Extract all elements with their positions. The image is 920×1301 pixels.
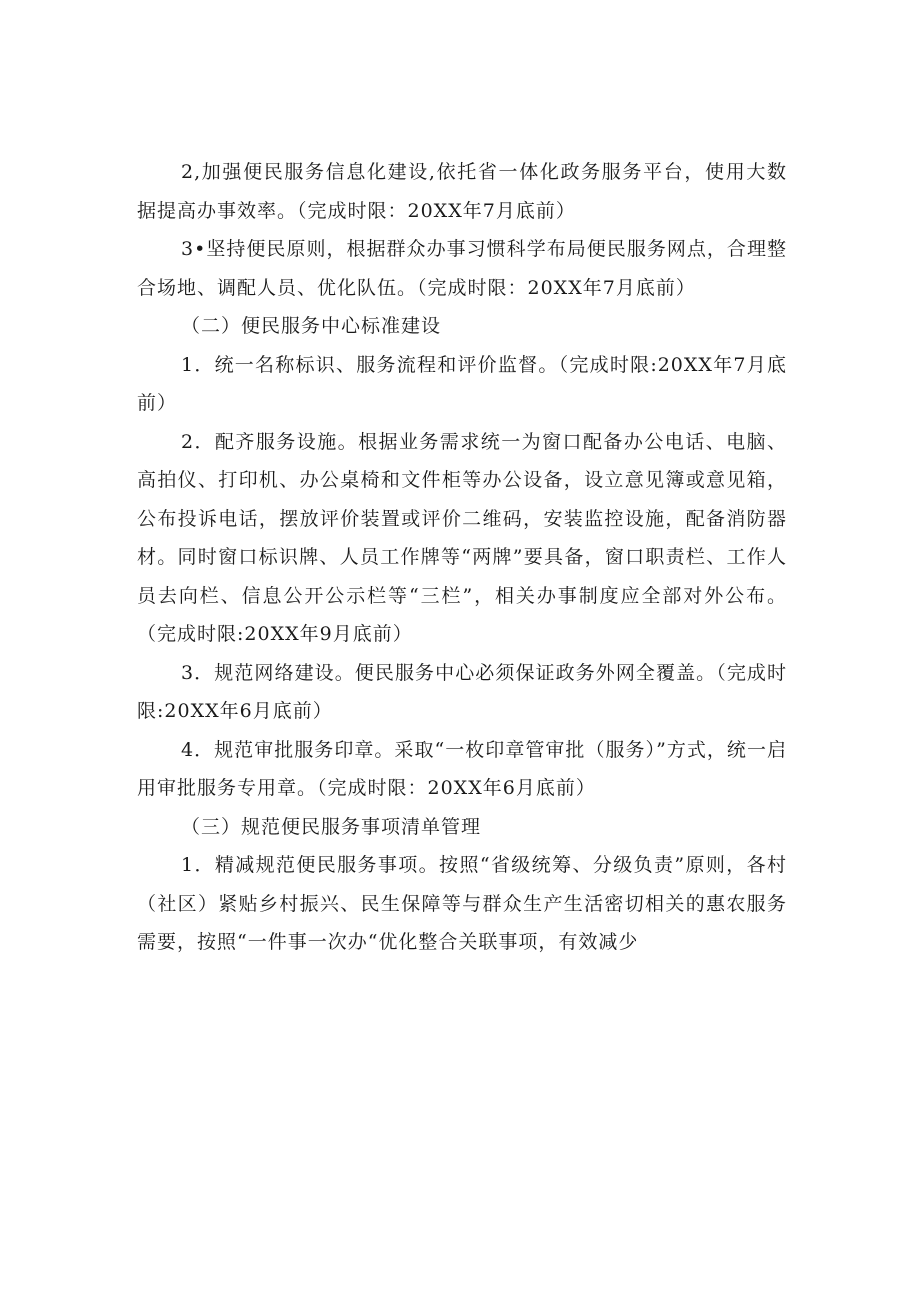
paragraph-service-items: 1．精减规范便民服务事项。按照“省级统筹、分级负责”原则，各村（社区）紧贴乡村振兴、民生保障等与群众生产生活密切相关的惠农服务需要，按照“一件事一次办“优化整合关联事项，有效减少 [137,854,787,953]
document-body [137,153,787,962]
paragraph-convenience-principle: 3•坚持便民原则，根据群众办事习惯科学布局便民服务网点，合理整合场地、调配人员、优化队伍。（完成时限：20XX年7月底前） [137,238,787,299]
paragraph-network-construction: 3．规范网络建设。便民服务中心必须保证政务外网全覆盖。（完成时限:20XX年6月底前） [137,661,787,722]
section-heading-3: （三）规范便民服务事项清单管理 [181,815,482,838]
paragraph-service-facilities: 2．配齐服务设施。根据业务需求统一为窗口配备办公电话、电脑、高拍仪、打印机、办公桌椅和文件柜等办公设备，设立意见簿或意见箱，公布投诉电话，摆放评价装置或评价二维码，安装监控设施，配备消防器材。同时窗口标识牌、人员工作牌等“两牌”要具备，窗口职责栏、工作人员去向栏、信息公开公示栏等“三栏”，相关办事制度应全部对外公布。（完成时限:20XX年9月底前） [137,430,787,645]
paragraph-unified-identity: 1．统一名称标识、服务流程和评价监督。（完成时限:20XX年7月底前） [137,353,787,414]
paragraph-informatization: 2,加强便民服务信息化建设,依托省一体化政务服务平台，使用大数据提高办事效率。（完成时限：20XX年7月底前） [137,161,787,222]
section-heading-2: （二）便民服务中心标准建设 [181,315,442,337]
paragraph-approval-seal: 4．规范审批服务印章。采取“一枚印章管审批（服务）”方式，统一启用审批服务专用章。（完成时限：20XX年6月底前） [137,738,787,799]
